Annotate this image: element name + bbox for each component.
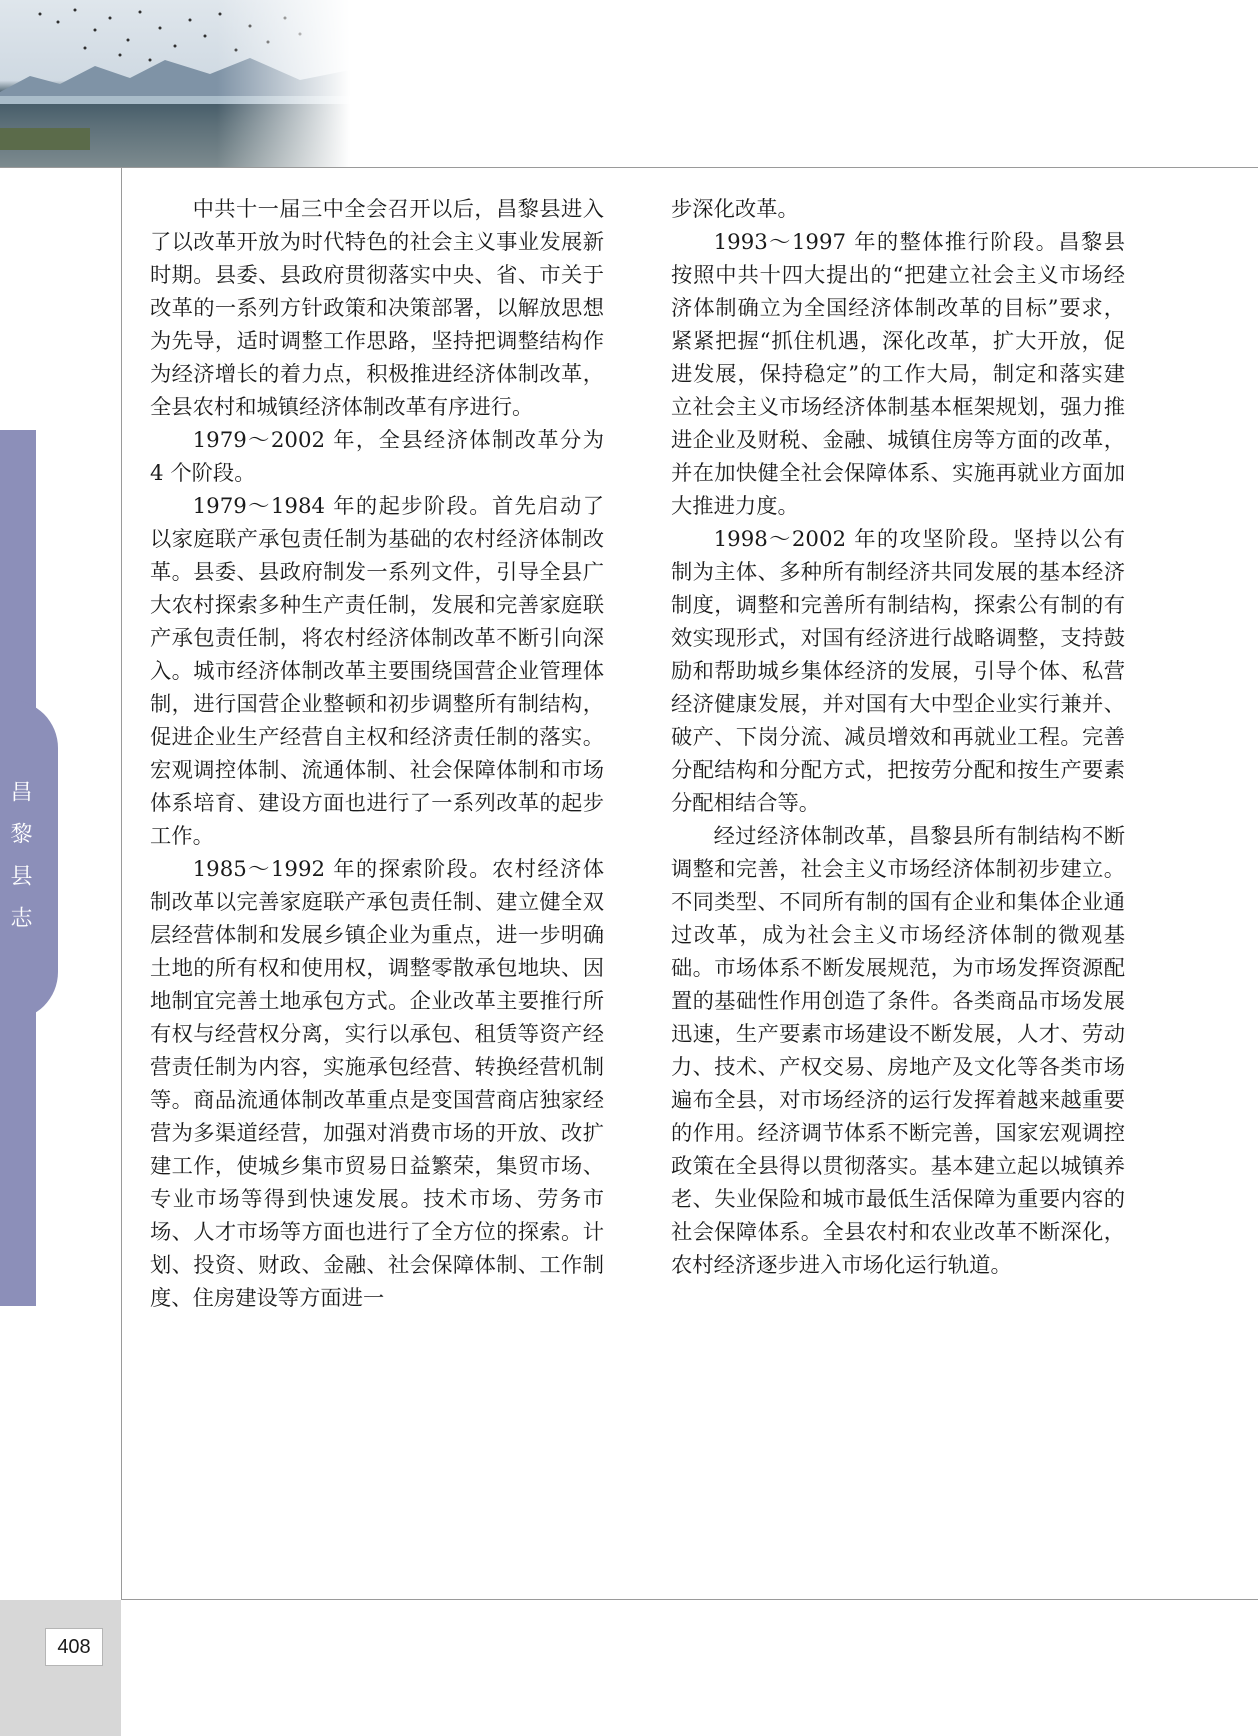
- page-number: 408: [45, 1628, 103, 1666]
- right-column: [671, 193, 1125, 1282]
- footer-gray-block: [0, 1600, 121, 1736]
- bottom-rule: [121, 1599, 1258, 1600]
- paragraph: 1979～2002 年，全县经济体制改革分为 4 个阶段。: [150, 428, 604, 486]
- left-column: [150, 193, 604, 1315]
- paragraph-continuation: 步深化改革。: [671, 197, 799, 222]
- photo-fade-overlay: [0, 0, 350, 168]
- paragraph: 经过经济体制改革，昌黎县所有制结构不断调整和完善，社会主义市场经济体制初步建立。不同类型、不同所有制的国有企业和集体企业通过改革，成为社会主义市场经济体制的微观基础。市场体系不断发展规范，为市场发挥资源配置的基础性作用创造了条件。各类商品市场发展迅速，生产要素市场建设不断发展，人才、劳动力、技术、产权交易、房地产及文化等各类市场遍布全县，对市场经济的运行发挥着越来越重要的作用。经济调节体系不断完善，国家宏观调控政策在全县得以贯彻落实。基本建立起以城镇养老、失业保险和城市最低生活保障为重要内容的社会保障体系。全县农村和农业改革不断深化，农村经济逐步进入市场化运行轨道。: [671, 824, 1125, 1278]
- paragraph: 中共十一届三中全会召开以后，昌黎县进入了以改革开放为时代特色的社会主义事业发展新时期。县委、县政府贯彻落实中央、省、市关于改革的一系列方针政策和决策部署，以解放思想为先导，适时调整工作思路，坚持把调整结构作为经济增长的着力点，积极推进经济体制改革，全县农村和城镇经济体制改革有序进行。: [150, 197, 604, 420]
- paragraph: 1993～1997 年的整体推行阶段。昌黎县按照中共十四大提出的“把建立社会主义市场经济体制确立为全国经济体制改革的目标”要求，紧紧把握“抓住机遇，深化改革，扩大开放，促进发展，保持稳定”的工作大局，制定和落实建立社会主义市场经济体制基本框架规划，强力推进企业及财税、金融、城镇住房等方面的改革，并在加快健全社会保障体系、实施再就业方面加大推进力度。: [671, 230, 1125, 519]
- paragraph: 1998～2002 年的攻坚阶段。坚持以公有制为主体、多种所有制经济共同发展的基本经济制度，调整和完善所有制结构，探索公有制的有效实现形式，对国有经济进行战略调整，支持鼓励和帮助城乡集体经济的发展，引导个体、私营经济健康发展，并对国有大中型企业实行兼并、破产、下岗分流、减员增效和再就业工程。完善分配结构和分配方式，把按劳分配和按生产要素分配相结合等。: [671, 527, 1125, 816]
- paragraph: 1985～1992 年的探索阶段。农村经济体制改革以完善家庭联产承包责任制、建立健全双层经营体制和发展乡镇企业为重点，进一步明确土地的所有权和使用权，调整零散承包地块、因地制宜完善土地承包方式。企业改革主要推行所有权与经营权分离，实行以承包、租赁等资产经营责任制为内容，实施承包经营、转换经营机制等。商品流通体制改革重点是变国营商店独家经营为多渠道经营，加强对消费市场的开放、改扩建工作，使城乡集市贸易日益繁荣，集贸市场、专业市场等得到快速发展。技术市场、劳务市场、人才市场等方面也进行了全方位的探索。计划、投资、财政、金融、社会保障体制、工作制度、住房建设等方面进一: [150, 857, 604, 1311]
- top-rule: [0, 167, 1258, 168]
- paragraph: 1979～1984 年的起步阶段。首先启动了以家庭联产承包责任制为基础的农村经济体制改革。县委、县政府制发一系列文件，引导全县广大农村探索多种生产责任制，发展和完善家庭联产承包责任制，将农村经济体制改革不断引向深入。城市经济体制改革主要围绕国营企业管理体制，进行国营企业整顿和初步调整所有制结构，促进企业生产经营自主权和经济责任制的落实。宏观调控体制、流通体制、社会保障体制和市场体系培育、建设方面也进行了一系列改革的起步工作。: [150, 494, 604, 849]
- left-margin-rule: [121, 168, 122, 1600]
- side-tab-title: 昌黎县志: [7, 780, 32, 948]
